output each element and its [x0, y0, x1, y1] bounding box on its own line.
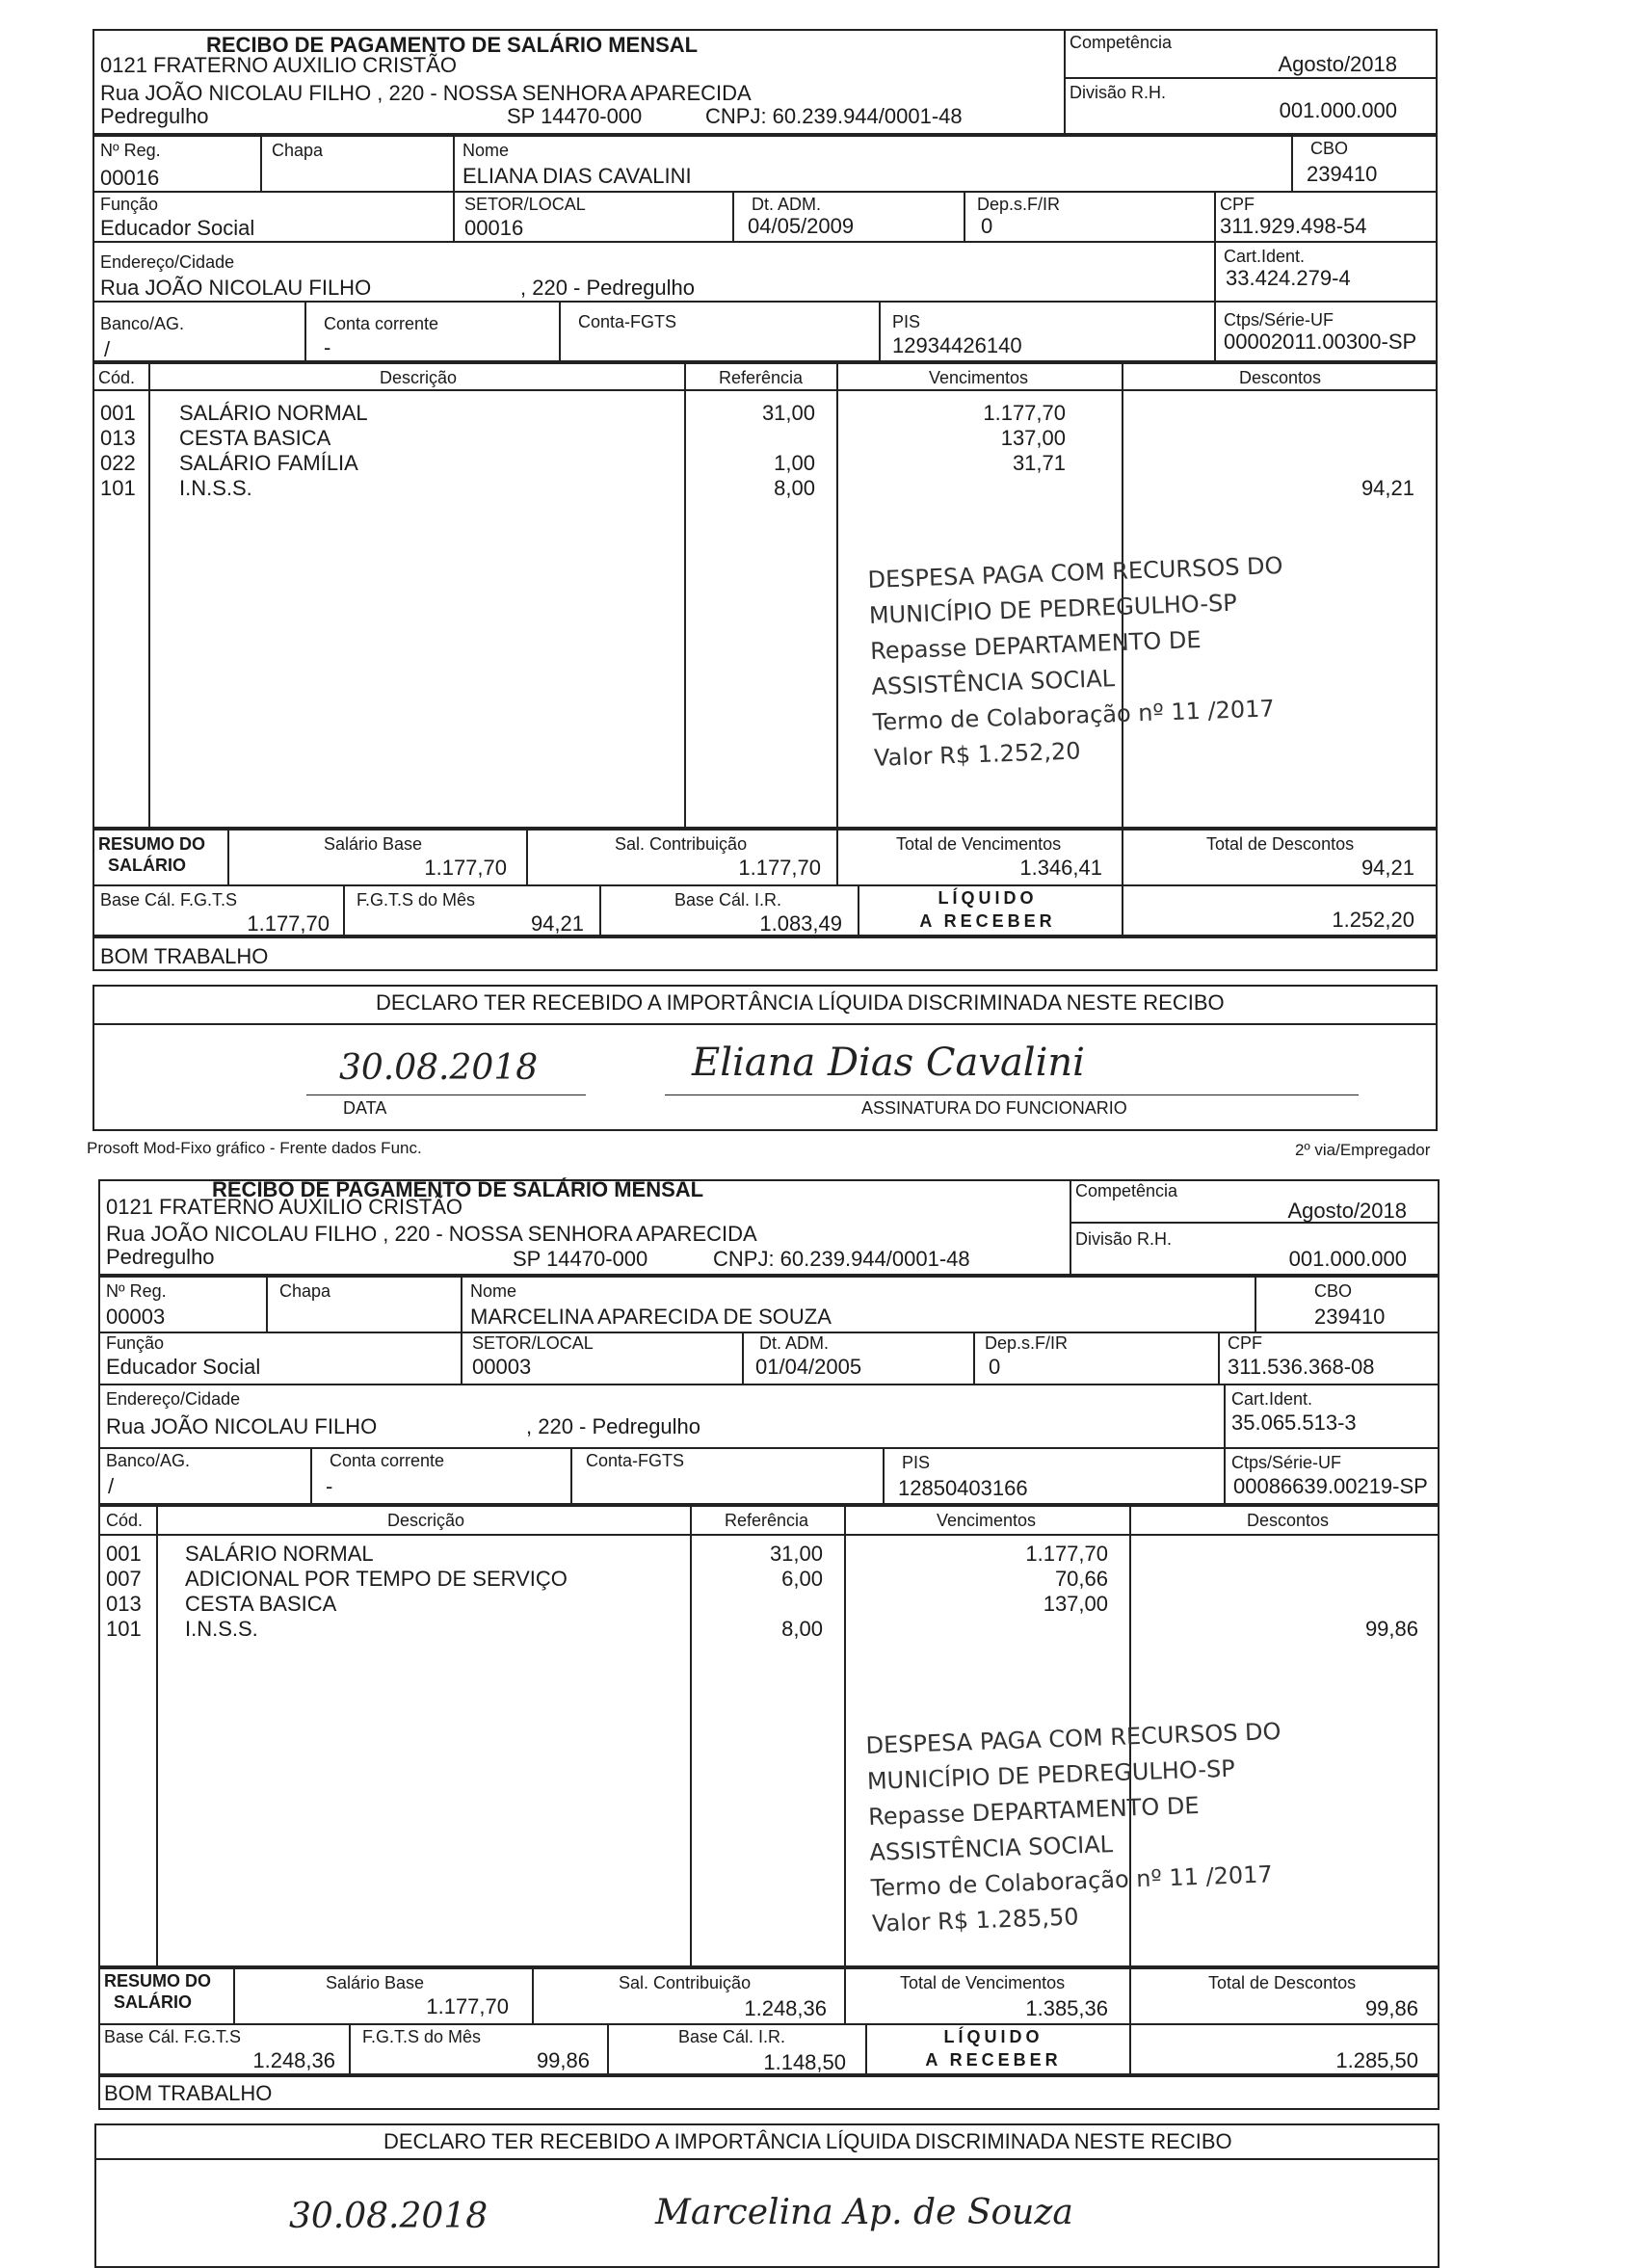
row-venc: 70,66 [1054, 1567, 1108, 1591]
row-cod: 022 [100, 451, 136, 475]
total-venc-label: Total de Vencimentos [896, 834, 1062, 854]
row-cod: 001 [106, 1542, 142, 1566]
adm-label: Dt. ADM. [759, 1333, 830, 1353]
endereco-value: Rua JOÃO NICOLAU FILHO [100, 276, 372, 300]
salario-base-label: Salário Base [324, 834, 423, 854]
endereco-label: Endereço/Cidade [106, 1389, 241, 1409]
stamp-line: MUNICÍPIO DE PEDREGULHO-SP [866, 1754, 1236, 1795]
stamp-line: Repasse DEPARTAMENTO DE [867, 1791, 1200, 1831]
adm-label: Dt. ADM. [752, 195, 822, 214]
col-descontos: Descontos [1239, 368, 1322, 387]
fgts-label: Conta-FGTS [586, 1451, 685, 1470]
funcao-value: Educador Social [100, 216, 255, 240]
divisao-label: Divisão R.H. [1070, 83, 1167, 102]
form-footer-right: 2º via/Empregador [1295, 1141, 1431, 1159]
row-desc: I.N.S.S. [185, 1617, 258, 1641]
total-desc-value: 99,86 [1364, 1996, 1418, 2020]
cbo-label: CBO [1314, 1281, 1353, 1301]
resumo-label-2: SALÁRIO [108, 856, 186, 875]
liquido-label: LÍQUIDO [943, 2027, 1044, 2046]
base-fgts-label: Base Cál. F.G.T.S [100, 890, 238, 910]
a-receber-label: A RECEBER [919, 911, 1056, 931]
row-descontos: 94,21 [1361, 476, 1414, 500]
stamp-line: DESPESA PAGA COM RECURSOS DO [867, 551, 1283, 593]
message-box [98, 2075, 1440, 2110]
col-vencimentos: Vencimentos [937, 1511, 1037, 1530]
endereco-label: Endereço/Cidade [100, 252, 235, 272]
reg-value: 00016 [100, 166, 160, 190]
company-state-cep: SP 14470-000 [507, 104, 643, 128]
row-venc: 1.177,70 [1025, 1542, 1108, 1566]
dep-value: 0 [989, 1355, 1001, 1379]
salario-base-label: Salário Base [326, 1973, 425, 1992]
message-text: BOM TRABALHO [104, 2081, 273, 2105]
base-fgts-value: 1.177,70 [247, 911, 330, 936]
divisao-label: Divisão R.H. [1075, 1229, 1173, 1249]
date-handwritten: 30.08.2018 [289, 2197, 489, 2236]
company-name: 0121 FRATERNO AUXILIO CRISTÃO [100, 53, 458, 77]
row-cod: 013 [106, 1592, 142, 1616]
row-desc: ADICIONAL POR TEMPO DE SERVIÇO [185, 1567, 568, 1591]
row-ref: 6,00 [781, 1567, 823, 1591]
company-cnpj: CNPJ: 60.239.944/0001-48 [713, 1247, 970, 1271]
stamp-line: Termo de Colaboração nº 11 /2017 [872, 695, 1276, 736]
company-city: Pedregulho [106, 1245, 215, 1269]
conta-value: - [324, 335, 331, 359]
row-desc: SALÁRIO FAMÍLIA [179, 451, 358, 475]
resumo-label-2: SALÁRIO [114, 1992, 192, 2012]
reg-label: Nº Reg. [100, 141, 161, 160]
cartident-value: 35.065.513-3 [1231, 1411, 1357, 1435]
cpf-value: 311.929.498-54 [1220, 214, 1367, 238]
message-text: BOM TRABALHO [100, 944, 269, 968]
declaration-text: DECLARO TER RECEBIDO A IMPORTÂNCIA LÍQUIDA DISCRIMINADA NESTE RECIBO [376, 990, 1225, 1015]
reg-label: Nº Reg. [106, 1281, 167, 1301]
cbo-label: CBO [1310, 139, 1349, 158]
declaration-text: DECLARO TER RECEBIDO A IMPORTÂNCIA LÍQUIDA DISCRIMINADA NESTE RECIBO [383, 2129, 1232, 2153]
col-cod: Cód. [98, 368, 136, 387]
col-cod: Cód. [106, 1511, 144, 1530]
stamp-line: Termo de Colaboração nº 11 /2017 [870, 1860, 1274, 1902]
conta-label: Conta corrente [324, 314, 439, 333]
base-fgts-label: Base Cál. F.G.T.S [104, 2027, 242, 2046]
stamp-line: Valor R$ 1.285,50 [871, 1903, 1080, 1938]
total-desc-label: Total de Descontos [1208, 1973, 1357, 1992]
total-venc-value: 1.385,36 [1025, 1996, 1108, 2020]
banco-value: / [108, 1474, 115, 1498]
stamp-line: DESPESA PAGA COM RECURSOS DO [865, 1717, 1281, 1759]
liquido-value: 1.285,50 [1335, 2048, 1418, 2072]
resumo-label: RESUMO DO [98, 834, 206, 854]
col-referencia: Referência [719, 368, 804, 387]
endereco-city: , 220 - Pedregulho [520, 276, 696, 300]
setor-label: SETOR/LOCAL [472, 1333, 594, 1353]
endereco-city: , 220 - Pedregulho [526, 1414, 701, 1438]
row-venc: 137,00 [1000, 426, 1066, 450]
row-ref: 1,00 [774, 451, 815, 475]
dep-label: Dep.s.F/IR [977, 195, 1061, 214]
base-fgts-value: 1.248,36 [252, 2048, 335, 2072]
dep-label: Dep.s.F/IR [985, 1333, 1069, 1353]
row-ref: 8,00 [774, 476, 815, 500]
company-cnpj: CNPJ: 60.239.944/0001-48 [705, 104, 963, 128]
base-ir-label: Base Cál. I.R. [674, 890, 782, 910]
competencia-value: Agosto/2018 [1287, 1199, 1407, 1223]
row-desc: SALÁRIO NORMAL [185, 1542, 374, 1566]
ctps-label: Ctps/Série-UF [1224, 310, 1334, 330]
sal-contrib-value: 1.177,70 [738, 856, 821, 880]
ctps-value: 00086639.00219-SP [1233, 1474, 1428, 1498]
liquido-label: LÍQUIDO [938, 888, 1038, 908]
row-desc: CESTA BASICA [185, 1592, 337, 1616]
salario-base-value: 1.177,70 [424, 856, 507, 880]
signature-label: ASSINATURA DO FUNCIONARIO [861, 1098, 1127, 1118]
pis-value: 12934426140 [892, 333, 1022, 357]
stamp-line: Valor R$ 1.252,20 [873, 737, 1082, 772]
stamp-line: Repasse DEPARTAMENTO DE [869, 625, 1202, 665]
base-ir-label: Base Cál. I.R. [678, 2027, 786, 2046]
stamp-line: ASSISTÊNCIA SOCIAL [871, 665, 1116, 700]
row-desc: SALÁRIO NORMAL [179, 401, 368, 425]
cpf-value: 311.536.368-08 [1228, 1355, 1375, 1379]
row-venc: 137,00 [1043, 1592, 1108, 1616]
total-venc-label: Total de Vencimentos [900, 1973, 1066, 1992]
competencia-label: Competência [1070, 33, 1173, 52]
row-cod: 007 [106, 1567, 142, 1591]
date-handwritten: 30.08.2018 [339, 1048, 539, 1088]
setor-value: 00003 [472, 1355, 532, 1379]
pis-value: 12850403166 [898, 1476, 1028, 1500]
salario-base-value: 1.177,70 [426, 1994, 509, 2018]
funcao-value: Educador Social [106, 1355, 261, 1379]
adm-value: 04/05/2009 [748, 214, 855, 238]
chapa-label: Chapa [272, 141, 324, 160]
conta-value: - [326, 1474, 333, 1498]
competencia-value: Agosto/2018 [1278, 52, 1397, 76]
sal-contrib-label: Sal. Contribuição [619, 1973, 752, 1992]
row-ref: 31,00 [769, 1542, 823, 1566]
col-referencia: Referência [725, 1511, 809, 1530]
cartident-label: Cart.Ident. [1231, 1389, 1313, 1409]
col-vencimentos: Vencimentos [929, 368, 1029, 387]
cbo-value: 239410 [1307, 162, 1378, 186]
ctps-label: Ctps/Série-UF [1231, 1453, 1342, 1472]
fgts-label: Conta-FGTS [578, 312, 677, 331]
funcao-label: Função [106, 1333, 165, 1353]
row-descontos: 99,86 [1364, 1617, 1418, 1641]
row-venc: 1.177,70 [983, 401, 1066, 425]
receipt-title: RECIBO DE PAGAMENTO DE SALÁRIO MENSAL [212, 1177, 704, 1201]
nome-value: MARCELINA APARECIDA DE SOUZA [470, 1305, 832, 1329]
col-descricao: Descrição [387, 1511, 465, 1530]
company-city: Pedregulho [100, 104, 209, 128]
company-name: 0121 FRATERNO AUXILIO CRISTÃO [106, 1195, 463, 1219]
row-ref: 31,00 [761, 401, 815, 425]
endereco-value: Rua JOÃO NICOLAU FILHO [106, 1414, 378, 1438]
pis-label: PIS [902, 1453, 931, 1472]
date-label: DATA [343, 1098, 387, 1118]
setor-value: 00016 [464, 216, 524, 240]
nome-value: ELIANA DIAS CAVALINI [462, 164, 692, 188]
message-box [92, 936, 1438, 971]
banco-value: / [104, 337, 111, 361]
company-address: Rua JOÃO NICOLAU FILHO , 220 - NOSSA SENHORA APARECIDA [106, 1222, 757, 1246]
divisao-value: 001.000.000 [1288, 1247, 1407, 1271]
base-ir-value: 1.083,49 [759, 911, 842, 936]
setor-label: SETOR/LOCAL [464, 195, 586, 214]
base-ir-value: 1.148,50 [763, 2050, 846, 2074]
banco-label: Banco/AG. [106, 1451, 191, 1470]
total-desc-value: 94,21 [1361, 856, 1414, 880]
receipt-title: RECIBO DE PAGAMENTO DE SALÁRIO MENSAL [206, 33, 699, 57]
a-receber-label: A RECEBER [925, 2050, 1062, 2070]
col-descricao: Descrição [380, 368, 458, 387]
payment-stamp [865, 1714, 1288, 1942]
col-descontos: Descontos [1247, 1511, 1330, 1530]
cartident-label: Cart.Ident. [1224, 247, 1306, 266]
reg-value: 00003 [106, 1305, 166, 1329]
signature-first: Eliana Dias Cavalini [692, 1041, 1085, 1085]
row-desc: CESTA BASICA [179, 426, 331, 450]
payment-stamp [867, 548, 1290, 777]
cbo-value: 239410 [1314, 1305, 1386, 1329]
ctps-value: 00002011.00300-SP [1224, 330, 1417, 354]
total-venc-value: 1.346,41 [1019, 856, 1102, 880]
row-cod: 101 [106, 1617, 142, 1641]
form-footer-left: Prosoft Mod-Fixo gráfico - Frente dados Func. [87, 1139, 422, 1157]
fgts-mes-value: 94,21 [530, 911, 584, 936]
row-desc: I.N.S.S. [179, 476, 252, 500]
cartident-value: 33.424.279-4 [1226, 266, 1351, 290]
company-state-cep: SP 14470-000 [513, 1247, 648, 1271]
row-cod: 101 [100, 476, 136, 500]
row-venc: 31,71 [1012, 451, 1066, 475]
cpf-label: CPF [1228, 1333, 1262, 1353]
resumo-label: RESUMO DO [104, 1971, 212, 1991]
nome-label: Nome [462, 141, 510, 160]
stamp-line: ASSISTÊNCIA SOCIAL [869, 1831, 1114, 1866]
stamp-line: MUNICÍPIO DE PEDREGULHO-SP [868, 589, 1238, 629]
sal-contrib-label: Sal. Contribuição [615, 834, 748, 854]
competencia-label: Competência [1075, 1181, 1178, 1200]
liquido-value: 1.252,20 [1332, 908, 1414, 932]
chapa-label: Chapa [279, 1281, 331, 1301]
funcao-label: Função [100, 195, 159, 214]
conta-label: Conta corrente [330, 1451, 445, 1470]
pis-label: PIS [892, 312, 921, 331]
fgts-mes-label: F.G.T.S do Mês [357, 890, 476, 910]
nome-label: Nome [470, 1281, 517, 1301]
row-ref: 8,00 [781, 1617, 823, 1641]
company-address: Rua JOÃO NICOLAU FILHO , 220 - NOSSA SENHORA APARECIDA [100, 81, 752, 105]
signature-second: Marcelina Ap. de Souza [655, 2193, 1073, 2232]
adm-value: 01/04/2005 [755, 1355, 862, 1379]
total-desc-label: Total de Descontos [1206, 834, 1355, 854]
divisao-value: 001.000.000 [1279, 98, 1397, 122]
fgts-mes-value: 99,86 [536, 2048, 590, 2072]
row-cod: 001 [100, 401, 136, 425]
fgts-mes-label: F.G.T.S do Mês [362, 2027, 482, 2046]
sal-contrib-value: 1.248,36 [744, 1996, 827, 2020]
banco-label: Banco/AG. [100, 314, 185, 333]
cpf-label: CPF [1220, 195, 1255, 214]
row-cod: 013 [100, 426, 136, 450]
dep-value: 0 [981, 214, 993, 238]
